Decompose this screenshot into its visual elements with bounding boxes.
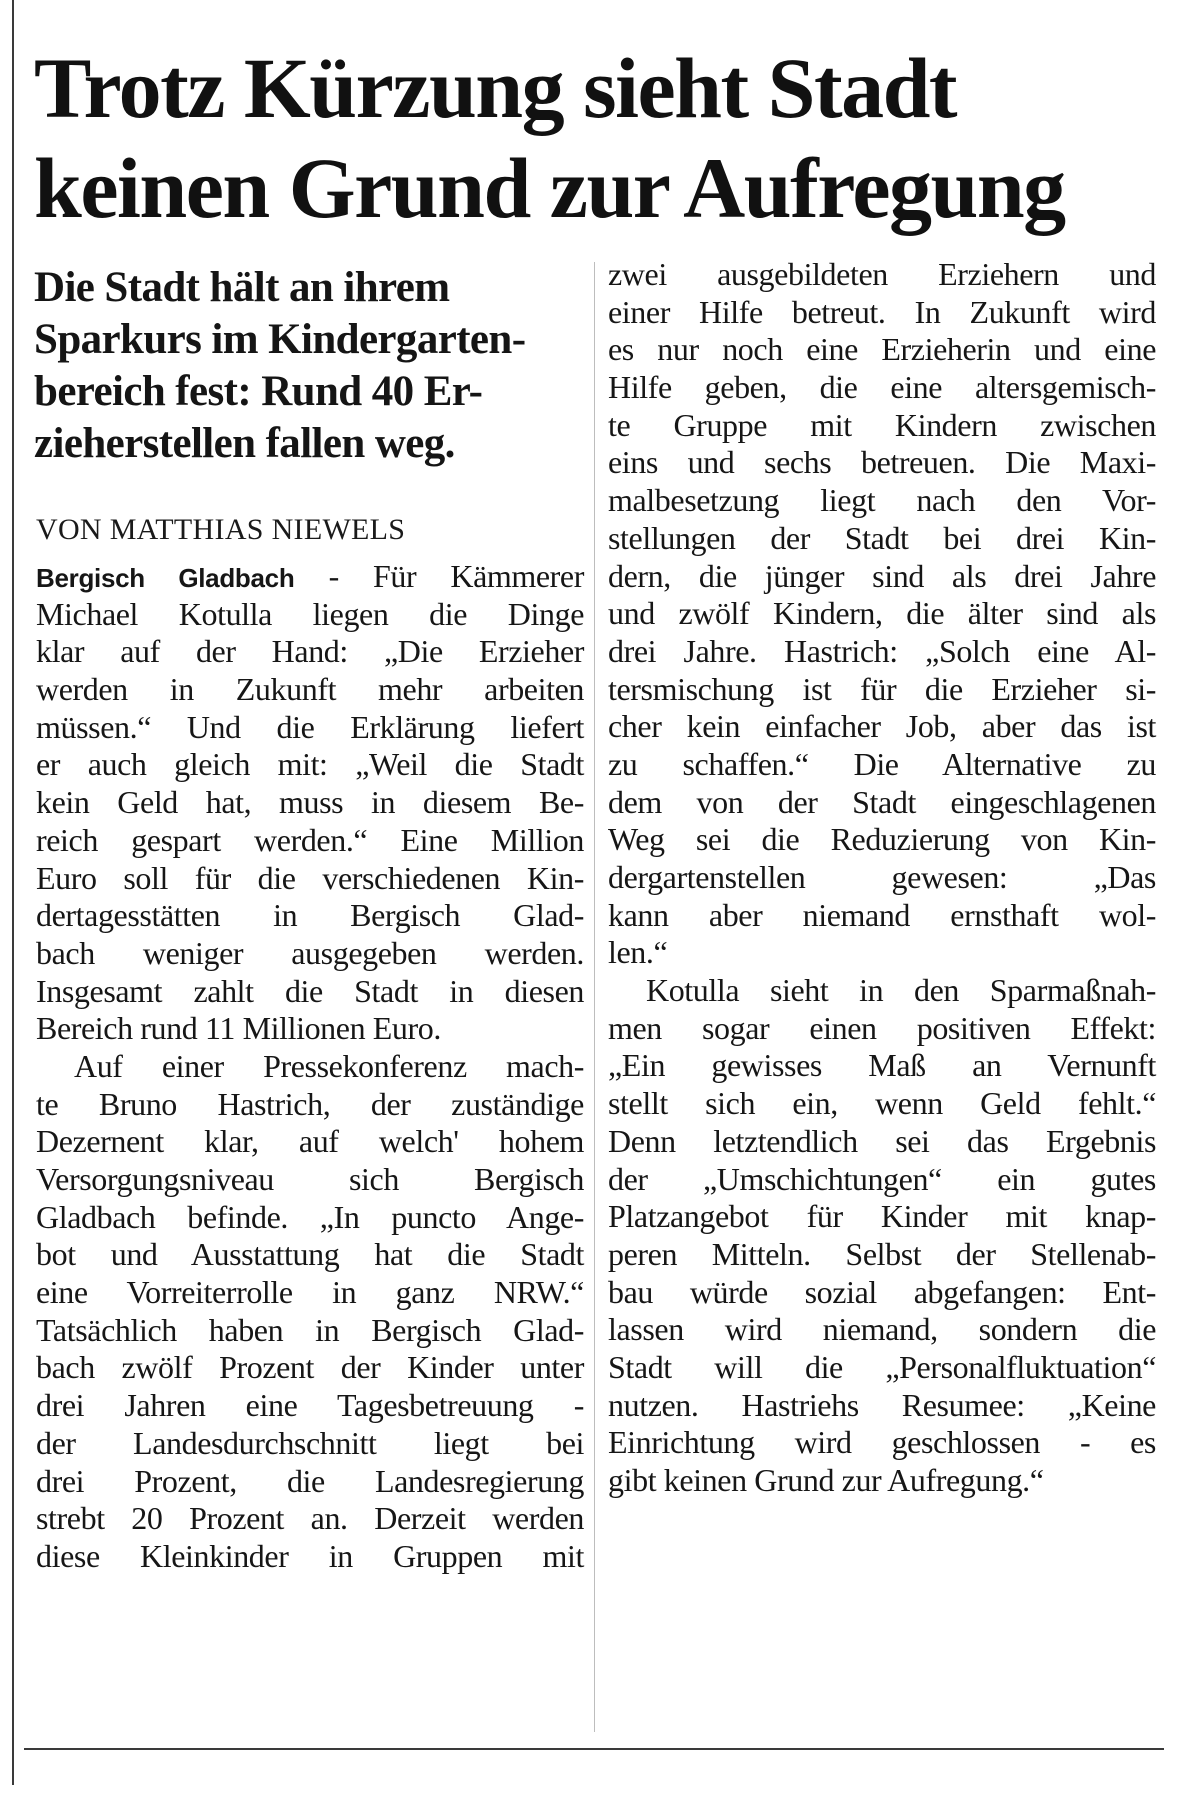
body-line: gibt keinen Grund zur Aufregung.“ (608, 1462, 1044, 1498)
body-line: drei Jahren eine Tagesbetreuung - (36, 1387, 584, 1424)
body-line: Michael Kotulla liegen die Dinge (36, 595, 584, 632)
body-line: Gladbach befinde. „In puncto Ange- (36, 1198, 584, 1235)
body-line: bau würde sozial abgefangen: Ent- (608, 1273, 1156, 1310)
dateline: Bergisch Gladbach (36, 563, 295, 593)
body-line: reich gespart werden.“ Eine Million (36, 821, 584, 858)
body-line: Einrichtung wird geschlossen - es (608, 1424, 1156, 1461)
body-line: Auf einer Pressekonferenz mach- (74, 1047, 584, 1084)
body-line: eine Vorreiterrolle in ganz NRW.“ (36, 1274, 584, 1311)
headline-line: keinen Grund zur Aufregung (34, 140, 1065, 236)
body-line: bach zwölf Prozent der Kinder unter (36, 1349, 584, 1386)
body-line: tersmischung ist für die Erzieher si- (608, 670, 1156, 707)
body-line: Stadt will die „Personalfluktuation“ (608, 1348, 1156, 1385)
body-line: zu schaffen.“ Die Alternative zu (608, 745, 1156, 782)
headline (34, 38, 1174, 238)
body-line: Hilfe geben, die eine altersgemisch- (608, 369, 1156, 406)
body-line: Platzangebot für Kinder mit knap- (608, 1198, 1156, 1235)
body-line-text: - Für Kämmerer (294, 558, 584, 594)
subhead-line: bereich fest: Rund 40 Er- (34, 368, 483, 415)
body-line: und zwölf Kindern, die älter sind als (608, 595, 1156, 632)
body-line: te Bruno Hastrich, der zuständige (36, 1085, 584, 1122)
body-line: Euro soll für die verschiedenen Kin- (36, 859, 584, 896)
body-line: müssen.“ Und die Erklärung liefert (36, 708, 584, 745)
body-line: peren Mitteln. Selbst der Stellenab- (608, 1235, 1156, 1272)
body-line: werden in Zukunft mehr arbeiten (36, 671, 584, 708)
body-line: Versorgungsniveau sich Bergisch (36, 1161, 584, 1197)
subhead-line: Sparkurs im Kindergarten- (34, 316, 526, 363)
body-line: kann aber niemand ernsthaft wol- (608, 896, 1156, 933)
body-line: bach weniger ausgegeben werden. (36, 934, 584, 971)
article-column-right (608, 256, 1156, 1500)
body-line: Kotulla sieht in den Sparmaßnah- (646, 972, 1156, 1009)
body-line: Dezernent klar, auf welch' hohem (36, 1123, 584, 1160)
body-line: Insgesamt zahlt die Stadt in diesen (36, 972, 584, 1009)
body-line: eins und sechs betreuen. Die Maxi- (608, 444, 1156, 481)
body-line: te Gruppe mit Kindern zwischen (608, 406, 1156, 443)
left-column-rule (12, 0, 14, 1785)
body-line: zwei ausgebildeten Erziehern und (608, 256, 1156, 292)
bottom-rule (24, 1748, 1164, 1750)
subhead-line: zieherstellen fallen weg. (34, 420, 455, 467)
byline: VON MATTHIAS NIEWELS (36, 513, 406, 546)
body-line: er auch gleich mit: „Weil die Stadt (36, 746, 584, 783)
body-line: drei Jahre. Hastrich: „Solch eine Al- (608, 632, 1156, 669)
body-line: Tatsächlich haben in Bergisch Glad- (36, 1311, 584, 1348)
body-line: kein Geld hat, muss in diesem Be- (36, 784, 584, 821)
article-column-left (36, 558, 584, 1576)
body-line: stellungen der Stadt bei drei Kin- (608, 519, 1156, 556)
body-line: stellt sich ein, wenn Geld fehlt.“ (608, 1085, 1156, 1122)
body-line: dern, die jünger sind als drei Jahre (608, 557, 1156, 594)
body-line: men sogar einen positiven Effekt: (608, 1009, 1156, 1046)
headline-line: Trotz Kürzung sieht Stadt (34, 40, 957, 136)
body-line: nutzen. Hastriehs Resumee: „Keine (608, 1386, 1156, 1423)
body-line: strebt 20 Prozent an. Derzeit werden (36, 1500, 584, 1537)
body-line: dergartenstellen gewesen: „Das (608, 859, 1156, 895)
body-line: dertagesstätten in Bergisch Glad- (36, 897, 584, 934)
body-line (36, 558, 584, 596)
subheadline (34, 262, 590, 470)
body-line: Bereich rund 11 Millionen Euro. (36, 1010, 441, 1047)
body-line: es nur noch eine Erzieherin und eine (608, 331, 1156, 368)
body-line: klar auf der Hand: „Die Erzieher (36, 633, 584, 670)
body-line: der „Umschichtungen“ ein gutes (608, 1160, 1156, 1197)
body-line: lassen wird niemand, sondern die (608, 1311, 1156, 1348)
body-line: „Ein gewisses Maß an Vernunft (608, 1047, 1156, 1084)
body-line: diese Kleinkinder in Gruppen mit (36, 1537, 584, 1574)
body-line: len.“ (608, 934, 668, 971)
body-line: cher kein einfacher Job, aber das ist (608, 708, 1156, 745)
column-separator (594, 262, 595, 1732)
body-line: bot und Ausstattung hat die Stadt (36, 1236, 584, 1273)
subhead-line: Die Stadt hält an ihrem (34, 264, 450, 311)
body-line: Weg sei die Reduzierung von Kin- (608, 821, 1156, 858)
body-line: einer Hilfe betreut. In Zukunft wird (608, 293, 1156, 330)
body-line: drei Prozent, die Landesregierung (36, 1462, 584, 1499)
body-line: Denn letztendlich sei das Ergebnis (608, 1122, 1156, 1159)
body-line: dem von der Stadt eingeschlagenen (608, 783, 1156, 820)
body-line: der Landesdurchschnitt liegt bei (36, 1424, 584, 1461)
body-line: malbesetzung liegt nach den Vor- (608, 482, 1156, 519)
